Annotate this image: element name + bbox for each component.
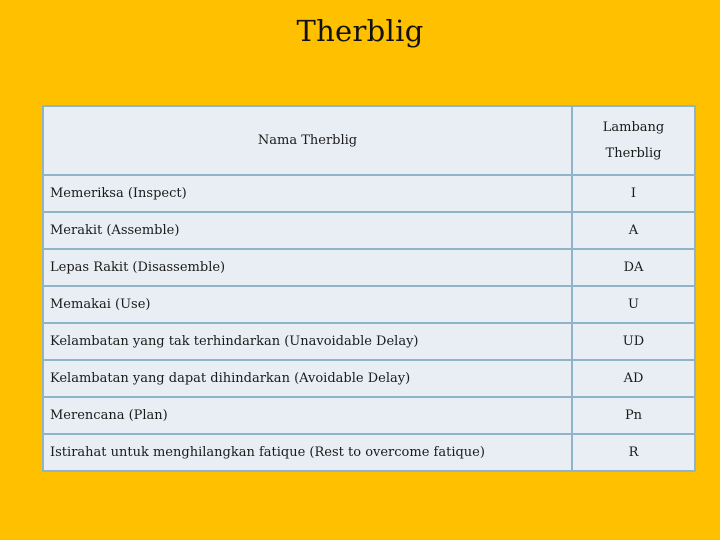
cell-name: Memeriksa (Inspect) [43, 175, 572, 212]
cell-name: Merakit (Assemble) [43, 212, 572, 249]
table-row [43, 323, 695, 360]
header-lambang-therblig: Lambang Therblig [572, 106, 695, 175]
cell-symbol: A [572, 212, 695, 249]
cell-symbol: R [572, 434, 695, 471]
cell-name: Istirahat untuk menghilangkan fatique (Rest to overcome fatique) [43, 434, 572, 471]
cell-name: Kelambatan yang dapat dihindarkan (Avoidable Delay) [43, 360, 572, 397]
page-title: Therblig [296, 14, 424, 48]
table-row [43, 212, 695, 249]
cell-symbol: I [572, 175, 695, 212]
table-row [43, 434, 695, 471]
cell-symbol: DA [572, 249, 695, 286]
cell-name: Kelambatan yang tak terhindarkan (Unavoidable Delay) [43, 323, 572, 360]
table-row [43, 249, 695, 286]
cell-symbol: Pn [572, 397, 695, 434]
cell-name: Memakai (Use) [43, 286, 572, 323]
header-nama-therblig: Nama Therblig [43, 106, 572, 175]
cell-name: Merencana (Plan) [43, 397, 572, 434]
cell-symbol: UD [572, 323, 695, 360]
cell-symbol: AD [572, 360, 695, 397]
cell-name: Lepas Rakit (Disassemble) [43, 249, 572, 286]
table-row [43, 286, 695, 323]
therblig-table [42, 105, 696, 472]
therblig-table-container [42, 105, 694, 472]
table-row [43, 175, 695, 212]
table-row [43, 360, 695, 397]
table-header-row [43, 106, 695, 175]
cell-symbol: U [572, 286, 695, 323]
table-row [43, 397, 695, 434]
